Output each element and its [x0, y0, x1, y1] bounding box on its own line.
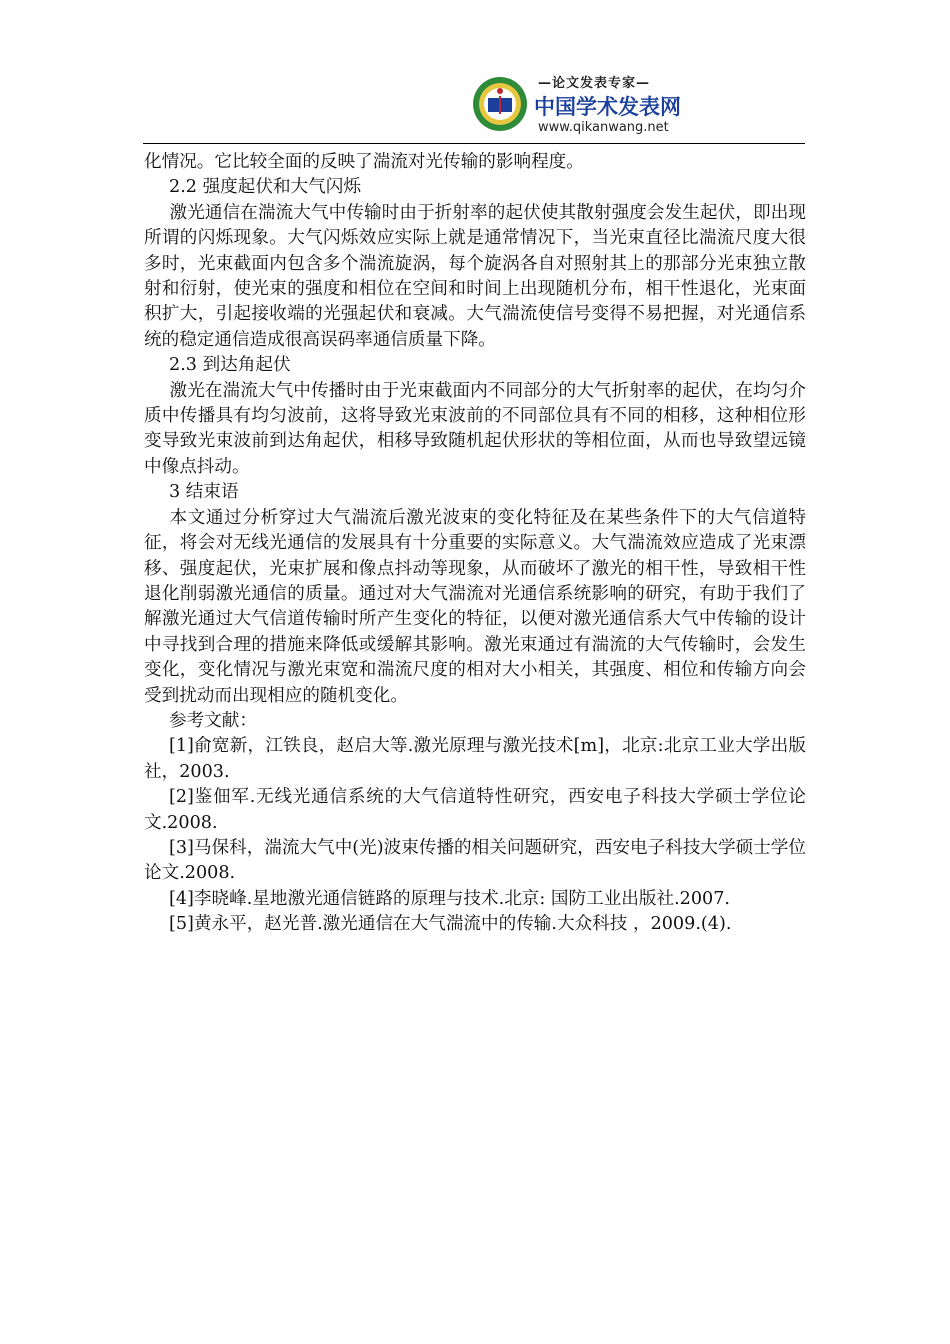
section-heading-3: 3 结束语 — [169, 482, 239, 503]
reference-item: [5]黄永平，赵光普.激光通信在大气湍流中的传输.大众科技 ，2009.(4). — [169, 914, 732, 935]
header-rule — [143, 143, 805, 144]
site-logo — [468, 68, 696, 140]
references-title: 参考文献： — [169, 710, 257, 731]
logo-emblem-icon — [471, 71, 529, 137]
paragraph-conclusion: 本文通过分析穿过大气湍流后激光波束的变化特征及在某些条件下的大气信道特征，将会对无线光通信的发展具有十分重要的实际意义。大气湍流效应造成了光束漂移、强度起伏，光束扩展和像点抖动等现象，从而破坏了激光的相干性，导致相干性退化削弱激光通信的质量。通过对大气湍流对光通信系统影响的研究，有助于我们了解激光通过大气信道传输时所产生变化的特征，以便对激光通信系大气中传输的设计中寻找到合理的措施来降低或缓解其影响。激光束通过有湍流的大气传输时，会发生变化，变化情况与激光束宽和湍流尺度的相对大小相关，其强度、相位和传输方向会受到扰动而出现相应的随机变化。 — [144, 507, 806, 706]
reference-item: [2]鉴佃军.无线光通信系统的大气信道特性研究，西安电子科技大学硕士学位论文.2008. — [144, 787, 806, 833]
section-heading-2-3: 2.3 到达角起伏 — [169, 355, 291, 376]
paragraph-continued: 化情况。它比较全面的反映了湍流对光传输的影响程度。 — [144, 152, 584, 172]
paragraph-intensity: 激光通信在湍流大气中传输时由于折射率的起伏使其散射强度会发生起伏，即出现所谓的闪烁现象。大气闪烁效应实际上就是通常情况下，当光束直径比湍流尺度大很多时，光束截面内包含多个湍流旋涡，每个旋涡各自对照射其上的那部分光束独立散射和衍射，使光束的强度和相位在空间和时间上出现随机分布，相干性退化，光束面积扩大，引起接收端的光强起伏和衰减。大气湍流使信号变得不易把握，对光通信系统的稳定通信造成很高误码率通信质量下降。 — [144, 202, 806, 350]
logo-name: 中国学术发表网 — [534, 95, 681, 119]
paragraph-arrival-angle: 激光在湍流大气中传播时由于光束截面内不同部分的大气折射率的起伏，在均匀介质中传播具有均匀波前，这将导致光束波前的不同部位具有不同的相移，这种相位形变导致光束波前到达角起伏，相移导致随机起伏形状的等相位面，从而也导致望远镜中像点抖动。 — [144, 380, 806, 477]
section-heading-2-2: 2.2 强度起伏和大气闪烁 — [169, 177, 361, 198]
reference-item: [3]马保科，湍流大气中(光)波束传播的相关问题研究，西安电子科技大学硕士学位论文.2008. — [144, 837, 806, 884]
logo-url: www.qikanwang.net — [538, 120, 669, 135]
reference-item: [1]俞宽新，江铁良，赵启大等.激光原理与激光技术[m]，北京:北京工业大学出版社，2003. — [144, 736, 806, 782]
article-body — [144, 150, 806, 938]
reference-item: [4]李晓峰.星地激光通信链路的原理与技术.北京: 国防工业出版社.2007. — [169, 888, 731, 909]
logo-tagline: —论文发表专家— — [538, 76, 651, 91]
